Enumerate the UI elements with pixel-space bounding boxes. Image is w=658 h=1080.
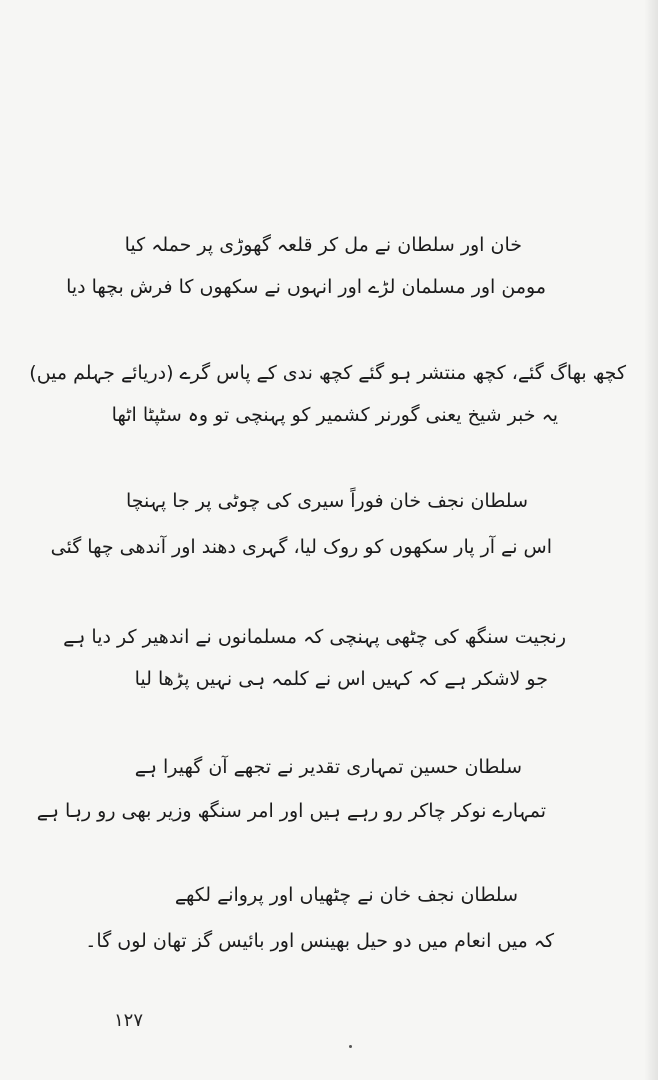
poem-line: جو لاشکر ہے کہ کہیں اس نے کلمہ ہی نہیں پڑھا لیا (134, 668, 548, 690)
poem-line: کہ میں انعام میں دو حیل بھینس اور بائیس گز تھان لوں گا۔ (85, 930, 554, 952)
poem-line: خان اور سلطان نے مل کر قلعہ گھوڑی پر حملہ کیا (124, 234, 522, 256)
poem-line: کچھ بھاگ گئے، کچھ منتشر ہو گئے کچھ ندی کے پاس گرے (دریائے جہلم میں) (29, 362, 626, 384)
poem-line: سلطان حسین تمہاری تقدیر نے تجھے آن گھیرا ہے (134, 756, 522, 778)
poem-line: یہ خبر شیخ یعنی گورنر کشمیر کو پہنچی تو وہ سٹپٹا اٹھا (111, 404, 558, 426)
poem-line: سلطان نجف خان فوراً سیری کی چوٹی پر جا پہنچا (125, 490, 528, 512)
poem-line: اس نے آر پار سکھوں کو روک لیا، گہری دھند اور آندھی چھا گئی (50, 536, 552, 558)
poem-line: رنجیت سنگھ کی چٹھی پہنچی کہ مسلمانوں نے اندھیر کر دیا ہے (63, 626, 566, 648)
poem-line: تمہارے نوکر چاکر رو رہے ہیں اور امر سنگھ وزیر بھی رو رہا ہے (36, 800, 546, 822)
paper-speck (349, 1045, 352, 1048)
page-number: ۱۲۷ (114, 1010, 144, 1031)
poem-line: مومن اور مسلمان لڑے اور انہوں نے سکھوں کا فرش بچھا دیا (66, 276, 546, 298)
poem-line: سلطان نجف خان نے چٹھیاں اور پروانے لکھے (174, 884, 518, 906)
page-edge-shadow (644, 0, 658, 1080)
